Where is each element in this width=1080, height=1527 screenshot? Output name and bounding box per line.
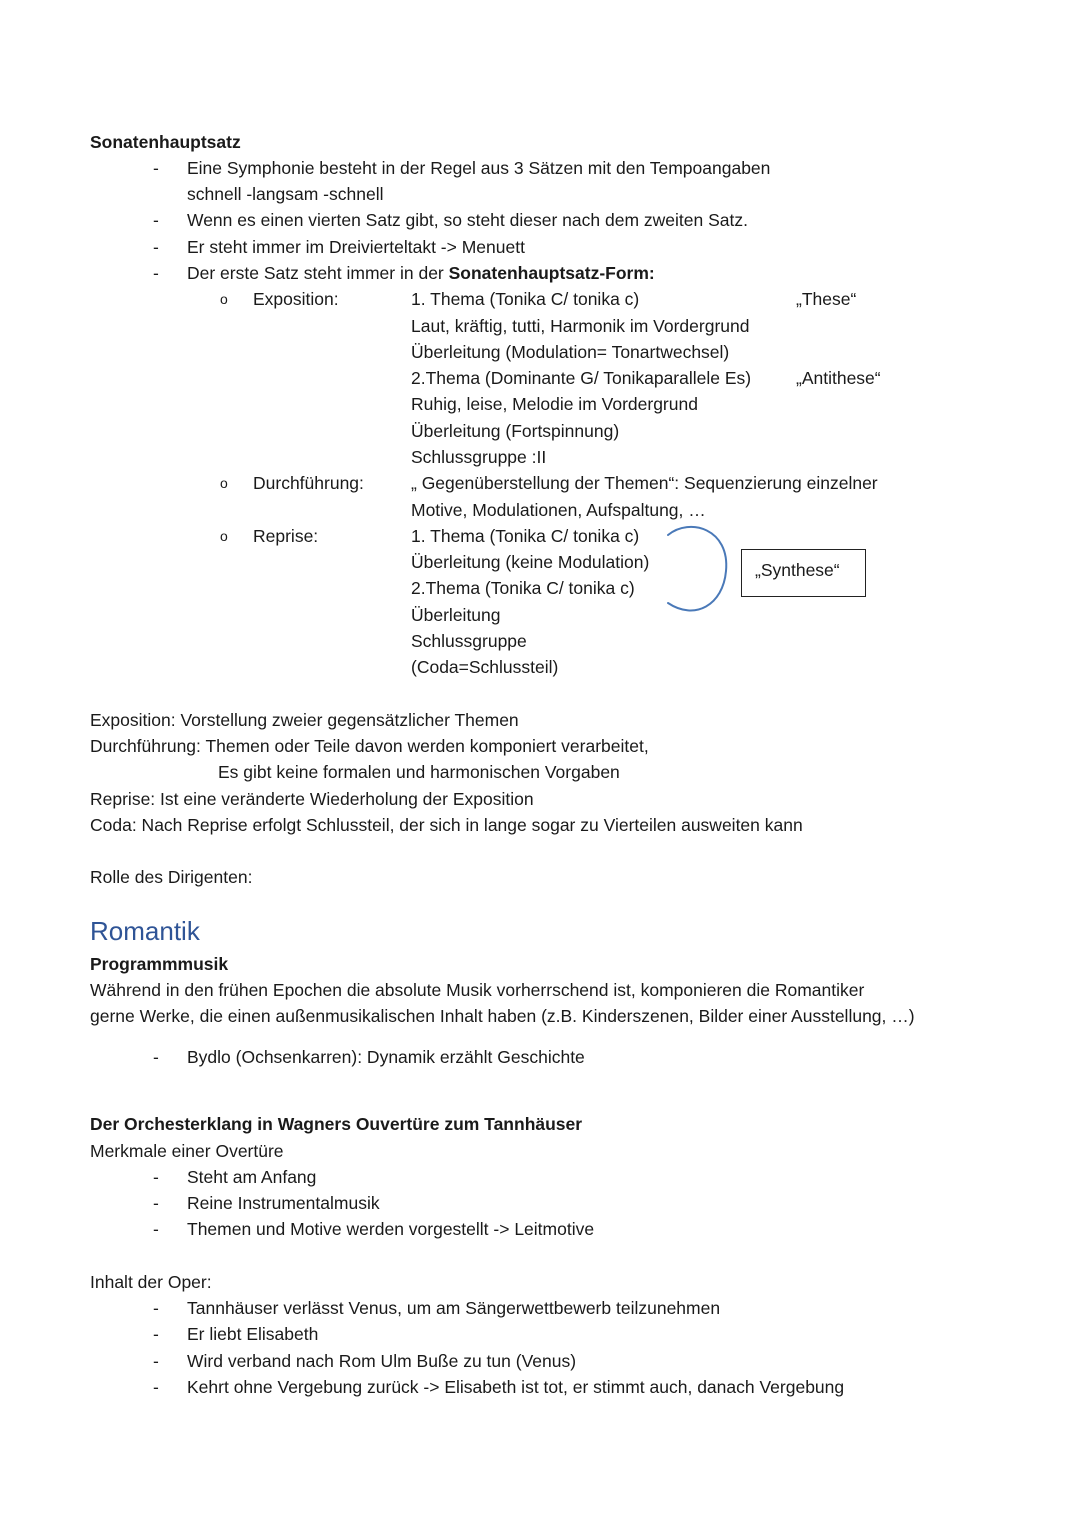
bullet-text: Kehrt ohne Vergebung zurück -> Elisabeth ist tot, er stimmt auch, danach Vergebung [187, 1377, 845, 1397]
bullet-dash: - [153, 210, 159, 230]
bullet-text: Bydlo (Ochsenkarren): Dynamik erzählt Geschichte [187, 1047, 585, 1067]
bullet-text: Er liebt Elisabeth [187, 1324, 319, 1344]
paragraph-line: gerne Werke, die einen außenmusikalischen Inhalt haben (z.B. Kinderszenen, Bilder einer Ausstellung, …) [90, 1006, 915, 1026]
bullet-dash: - [153, 158, 159, 178]
exposition-line: Überleitung (Fortspinnung) [411, 421, 620, 441]
reprise-line: 1. Thema (Tonika C/ tonika c) [411, 526, 640, 546]
definition-line: Reprise: Ist eine veränderte Wiederholung der Exposition [90, 789, 534, 809]
exposition-line: 1. Thema (Tonika C/ tonika c) [411, 289, 640, 309]
reprise-line: Überleitung (keine Modulation) [411, 552, 650, 572]
bullet-text: Wenn es einen vierten Satz gibt, so steht dieser nach dem zweiten Satz. [187, 210, 748, 230]
bullet-text: Steht am Anfang [187, 1167, 317, 1187]
bullet-text: Tannhäuser verlässt Venus, um am Sängerwettbewerb teilzunehmen [187, 1298, 721, 1318]
bullet-dash: - [153, 1167, 159, 1187]
reprise-line: Überleitung [411, 605, 501, 625]
bullet-text: Eine Symphonie besteht in der Regel aus 3 Sätzen mit den Tempoangaben [187, 158, 771, 178]
exposition-line: Laut, kräftig, tutti, Harmonik im Vordergrund [411, 316, 750, 336]
definition-line: Durchführung: Themen oder Teile davon werden komponiert verarbeitet, [90, 736, 649, 756]
bullet-text: Er steht immer im Dreivierteltakt -> Menuett [187, 237, 525, 257]
bullet-dash: - [153, 263, 159, 283]
durchfuehrung-label: Durchführung: [253, 473, 364, 493]
antithese-label: „Antithese“ [796, 368, 881, 388]
section-title-programmmusik: Programmmusik [90, 954, 229, 974]
section-title-sonatenhauptsatz: Sonatenhauptsatz [90, 132, 241, 152]
sub-bullet-circle: o [220, 291, 228, 307]
reprise-line: 2.Thema (Tonika C/ tonika c) [411, 578, 635, 598]
definition-line: Coda: Nach Reprise erfolgt Schlussteil, der sich in lange sogar zu Vierteilen ausweiten kann [90, 815, 803, 835]
synthese-label: „Synthese“ [755, 560, 840, 580]
reprise-label: Reprise: [253, 526, 319, 546]
heading-romantik: Romantik [90, 916, 200, 946]
reprise-line: Schlussgruppe [411, 631, 527, 651]
bullet-text: Reine Instrumentalmusik [187, 1193, 380, 1213]
brace-icon [660, 523, 740, 623]
sub-bullet-circle: o [220, 475, 228, 491]
merkmale-title: Merkmale einer Overtüre [90, 1141, 284, 1161]
bullet-dash: - [153, 1193, 159, 1213]
synthese-box [741, 549, 866, 597]
inhalt-title: Inhalt der Oper: [90, 1272, 212, 1292]
bullet-text: Wird verband nach Rom Ulm Buße zu tun (Venus) [187, 1351, 577, 1371]
dirigent-label: Rolle des Dirigenten: [90, 867, 253, 887]
exposition-line: Ruhig, leise, Melodie im Vordergrund [411, 394, 698, 414]
bullet-dash: - [153, 1219, 159, 1239]
sub-bullet-circle: o [220, 528, 228, 544]
durchfuehrung-line: Motive, Modulationen, Aufspaltung, … [411, 500, 706, 520]
exposition-label: Exposition: [253, 289, 339, 309]
exposition-line: 2.Thema (Dominante G/ Tonikaparallele Es) [411, 368, 752, 388]
paragraph-line: Während in den frühen Epochen die absolute Musik vorherrschend ist, komponieren die Romantiker [90, 980, 865, 1000]
bullet-text-form [187, 262, 655, 284]
exposition-line: Schlussgruppe :II [411, 447, 547, 467]
bullet-dash: - [153, 237, 159, 257]
form-intro: Der erste Satz steht immer in der [187, 263, 449, 283]
bullet-text: Themen und Motive werden vorgestellt -> Leitmotive [187, 1219, 595, 1239]
bullet-dash: - [153, 1377, 159, 1397]
definition-line-indented: Es gibt keine formalen und harmonischen Vorgaben [218, 762, 620, 782]
form-name: Sonatenhauptsatz-Form: [448, 263, 655, 283]
section-title-wagner: Der Orchesterklang in Wagners Ouvertüre zum Tannhäuser [90, 1114, 583, 1134]
these-label: „These“ [796, 289, 857, 309]
exposition-line: Überleitung (Modulation= Tonartwechsel) [411, 342, 730, 362]
bullet-dash: - [153, 1351, 159, 1371]
definition-line: Exposition: Vorstellung zweier gegensätzlicher Themen [90, 710, 519, 730]
bullet-text-continued: schnell -langsam -schnell [187, 184, 384, 204]
durchfuehrung-line: „ Gegenüberstellung der Themen“: Sequenzierung einzelner [411, 473, 878, 493]
bullet-dash: - [153, 1324, 159, 1344]
bullet-dash: - [153, 1047, 159, 1067]
bullet-dash: - [153, 1298, 159, 1318]
reprise-line: (Coda=Schlussteil) [411, 657, 559, 677]
